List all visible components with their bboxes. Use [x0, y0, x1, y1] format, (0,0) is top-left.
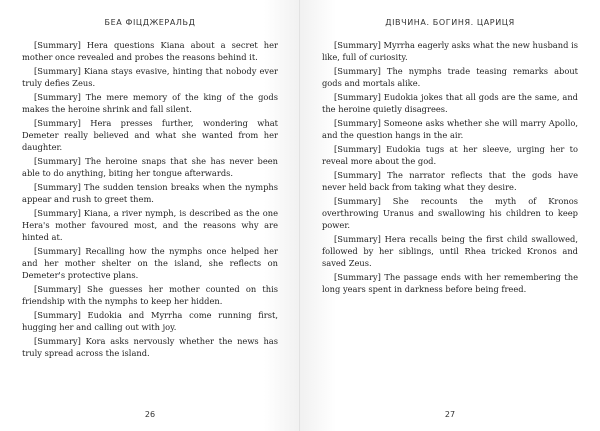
right-paragraph: [Summary] Someone asks whether she will marry Apollo, and the question hangs in the air. — [322, 118, 578, 140]
right-running-head: ДІВЧИНА. БОГИНЯ. ЦАРИЦЯ — [385, 18, 515, 27]
right-page-number: 27 — [444, 410, 456, 419]
left-running-head: БЕА ФІЦДЖЕРАЛЬД — [104, 18, 196, 27]
right-paragraph: [Summary] Eudokia tugs at her sleeve, urging her to reveal more about the god. — [322, 144, 578, 166]
left-paragraph: [Summary] Kora asks nervously whether the news has truly spread across the island. — [22, 336, 278, 358]
right-paragraph: [Summary] The passage ends with her remembering the long years spent in darkness before being freed. — [322, 272, 578, 294]
left-paragraph: [Summary] Eudokia and Myrrha come running first, hugging her and calling out with joy. — [22, 310, 278, 332]
left-paragraph: [Summary] Kiana stays evasive, hinting that nobody ever truly defies Zeus. — [22, 66, 278, 88]
right-paragraph: [Summary] Hera recalls being the first child swallowed, followed by her siblings, until Rhea tricked Kronos and saved Zeus. — [322, 234, 578, 268]
left-paragraph: [Summary] The sudden tension breaks when the nymphs appear and rush to greet them. — [22, 182, 278, 204]
left-body-text — [22, 39, 278, 359]
right-paragraph: [Summary] Myrrha eagerly asks what the new husband is like, full of curiosity. — [322, 40, 578, 62]
left-paragraph: [Summary] She guesses her mother counted on this friendship with the nymphs to keep her hidden. — [22, 284, 278, 306]
right-paragraph: [Summary] Eudokia jokes that all gods are the same, and the heroine quietly disagrees. — [322, 92, 578, 114]
right-paragraph: [Summary] She recounts the myth of Kronos overthrowing Uranus and swallowing his children to keep power. — [322, 196, 578, 230]
left-page-number: 26 — [144, 410, 156, 419]
left-paragraph: [Summary] Hera presses further, wondering what Demeter really believed and what she wanted from her daughter. — [22, 118, 278, 152]
left-paragraph: [Summary] The mere memory of the king of the gods makes the heroine shrink and fall silent. — [22, 92, 278, 114]
right-page — [300, 0, 600, 431]
right-paragraph: [Summary] The nymphs trade teasing remarks about gods and mortals alike. — [322, 66, 578, 88]
left-paragraph: [Summary] The heroine snaps that she has never been able to do anything, biting her tongue afterwards. — [22, 156, 278, 178]
left-paragraph: [Summary] Recalling how the nymphs once helped her and her mother shelter on the island, she reflects on Demeter's protective plans. — [22, 246, 278, 280]
left-paragraph: [Summary] Kiana, a river nymph, is described as the one Hera's mother favoured most, and the reasons why are hinted at. — [22, 208, 278, 242]
left-paragraph: [Summary] Hera questions Kiana about a secret her mother once revealed and probes the reasons behind it. — [22, 40, 278, 62]
right-paragraph: [Summary] The narrator reflects that the gods have never held back from taking what they desire. — [322, 170, 578, 192]
right-body-text — [322, 39, 578, 295]
